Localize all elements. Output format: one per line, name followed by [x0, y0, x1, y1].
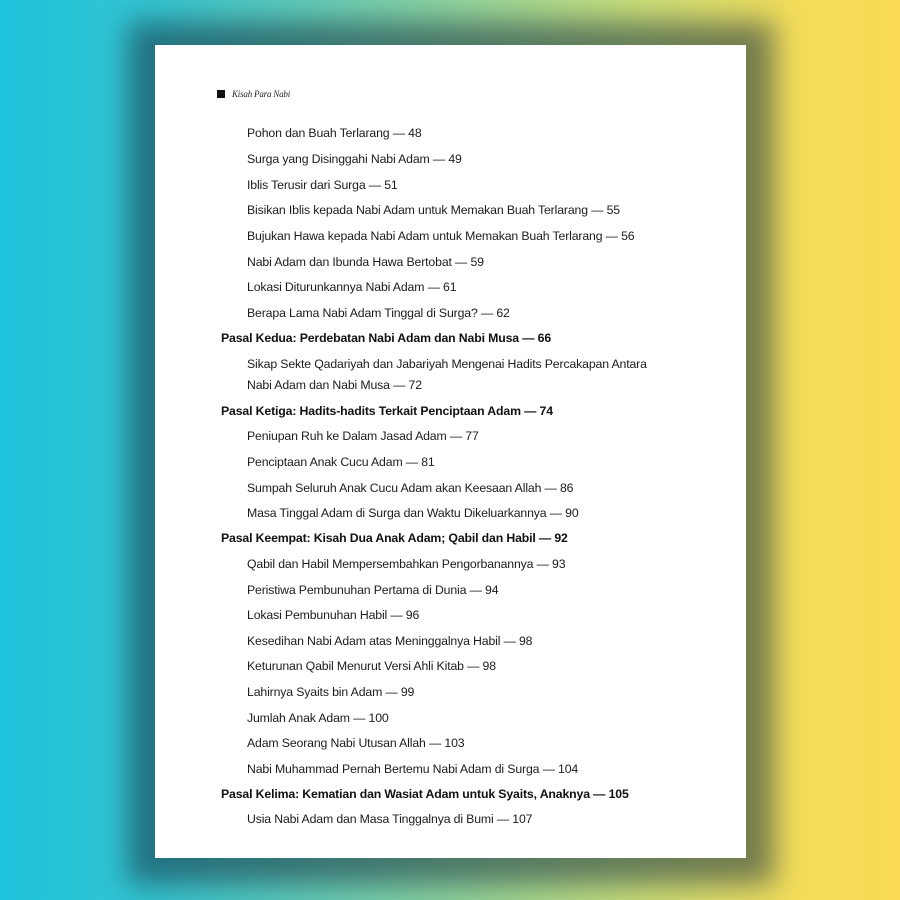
toc-entry: Bisikan Iblis kepada Nabi Adam untuk Memakan Buah Terlarang — 55	[247, 203, 620, 217]
toc-entry: Masa Tinggal Adam di Surga dan Waktu Dikeluarkannya — 90	[247, 506, 579, 520]
toc-entry: Pohon dan Buah Terlarang — 48	[247, 126, 422, 140]
toc-entry: Penciptaan Anak Cucu Adam — 81	[247, 455, 435, 469]
toc-entry: Peniupan Ruh ke Dalam Jasad Adam — 77	[247, 429, 479, 443]
toc-entry: Nabi Adam dan Ibunda Hawa Bertobat — 59	[247, 255, 484, 269]
toc-entry: Nabi Muhammad Pernah Bertemu Nabi Adam di Surga — 104	[247, 762, 579, 776]
toc-entry: Kesedihan Nabi Adam atas Meninggalnya Habil — 98	[247, 634, 533, 648]
toc-entry: Lahirnya Syaits bin Adam — 99	[247, 685, 415, 699]
book-page	[155, 45, 746, 858]
table-of-contents	[155, 45, 746, 858]
toc-entry: Surga yang Disinggahi Nabi Adam — 49	[247, 152, 462, 166]
toc-entry: Usia Nabi Adam dan Masa Tinggalnya di Bumi — 107	[247, 812, 533, 826]
toc-entry: Sumpah Seluruh Anak Cucu Adam akan Keesaan Allah — 86	[247, 481, 574, 495]
toc-entry: Peristiwa Pembunuhan Pertama di Dunia — 94	[247, 583, 499, 597]
toc-chapter: Pasal Kedua: Perdebatan Nabi Adam dan Nabi Musa — 66	[221, 331, 552, 345]
toc-entry: Qabil dan Habil Mempersembahkan Pengorbanannya — 93	[247, 557, 566, 571]
toc-chapter: Pasal Kelima: Kematian dan Wasiat Adam untuk Syaits, Anaknya — 105	[221, 787, 629, 801]
toc-entry: Sikap Sekte Qadariyah dan Jabariyah Mengenai Hadits Percakapan Antara	[247, 357, 647, 371]
toc-entry: Adam Seorang Nabi Utusan Allah — 103	[247, 736, 465, 750]
toc-chapter: Pasal Ketiga: Hadits-hadits Terkait Penciptaan Adam — 74	[221, 404, 553, 418]
activation-watermark-line1: A	[724, 762, 737, 783]
toc-entry-continuation: Nabi Adam dan Nabi Musa — 72	[247, 378, 422, 392]
toc-entry: Keturunan Qabil Menurut Versi Ahli Kitab — 98	[247, 659, 496, 673]
toc-entry: Bujukan Hawa kepada Nabi Adam untuk Memakan Buah Terlarang — 56	[247, 229, 635, 243]
toc-entry: Berapa Lama Nabi Adam Tinggal di Surga? — 62	[247, 306, 510, 320]
toc-entry: Lokasi Pembunuhan Habil — 96	[247, 608, 420, 622]
toc-chapter: Pasal Keempat: Kisah Dua Anak Adam; Qabil dan Habil — 92	[221, 531, 568, 545]
activation-watermark-line2: Go	[724, 796, 746, 813]
toc-entry: Lokasi Diturunkannya Nabi Adam — 61	[247, 280, 457, 294]
toc-entry: Iblis Terusir dari Surga — 51	[247, 178, 398, 192]
toc-entry: Jumlah Anak Adam — 100	[247, 711, 389, 725]
running-title: Kisah Para Nabi	[232, 89, 291, 99]
